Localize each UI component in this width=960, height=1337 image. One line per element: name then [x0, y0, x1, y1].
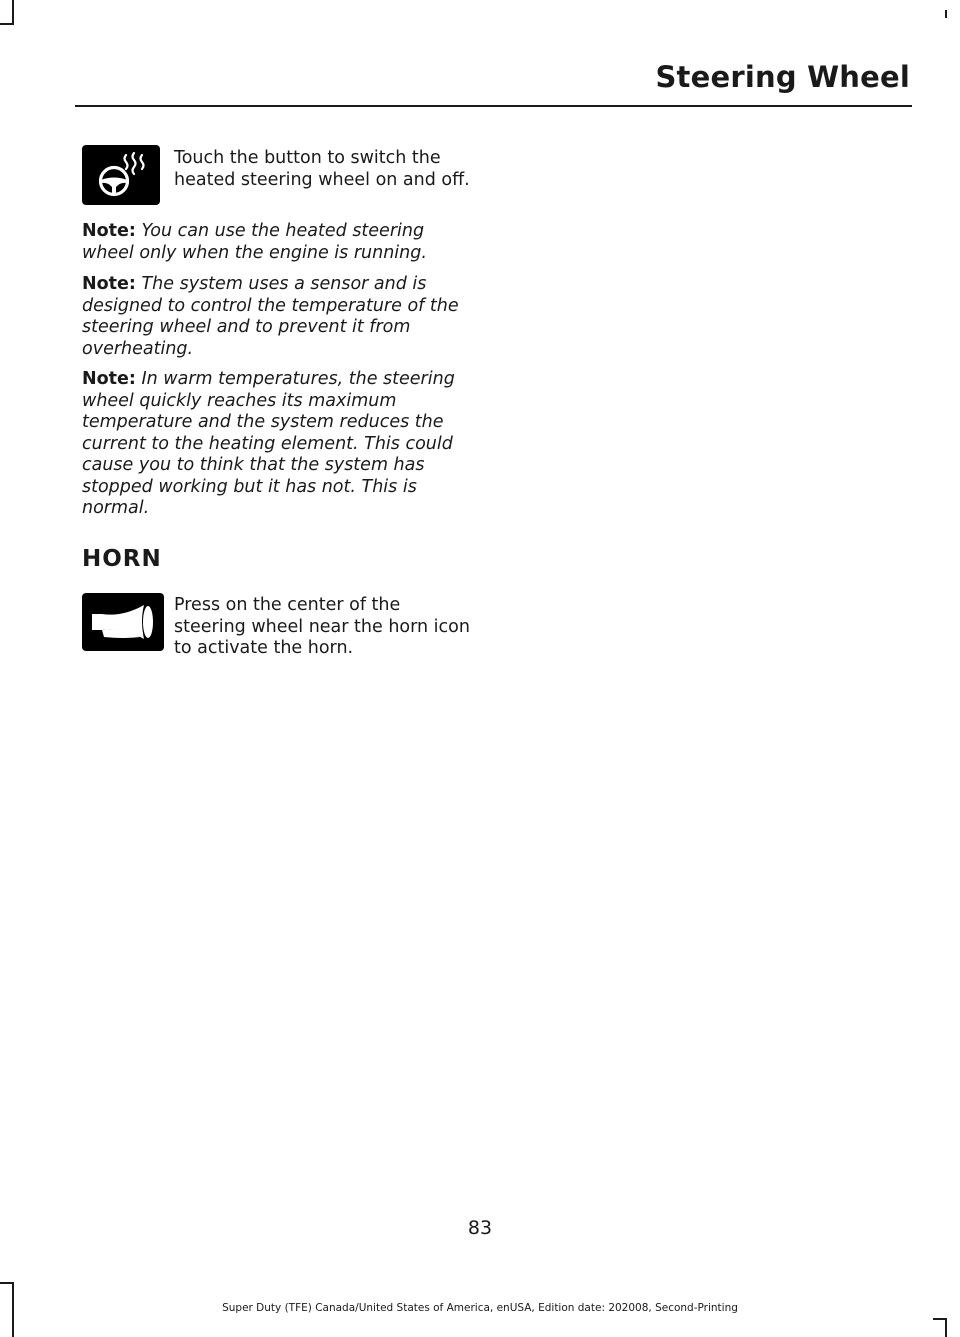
- edition-footer: Super Duty (TFE) Canada/United States of America, enUSA, Edition date: 202008, Second-Printing: [222, 1302, 738, 1314]
- note-label: Note:: [82, 221, 136, 241]
- section-heading-horn: HORN: [82, 546, 162, 572]
- note-warm-temperatures: [82, 369, 477, 520]
- crop-mark-top-right: [945, 10, 947, 18]
- note-sensor: [82, 274, 477, 360]
- horn-icon: [82, 593, 164, 651]
- crop-mark-bottom-right-h: [933, 1318, 947, 1320]
- note-label: Note:: [82, 369, 136, 389]
- header-divider: [75, 105, 912, 107]
- crop-mark-top-left-h: [0, 23, 14, 25]
- page-title: Steering Wheel: [655, 60, 910, 94]
- crop-mark-top-left-v: [12, 0, 14, 25]
- page-number: 83: [467, 1217, 493, 1239]
- note-body: You can use the heated steering wheel only when the engine is running.: [82, 221, 427, 263]
- heated-wheel-text: Touch the button to switch the heated steering wheel on and off.: [174, 148, 470, 190]
- heated-wheel-instruction: [82, 145, 472, 205]
- horn-text: Press on the center of the steering wheel near the horn icon to activate the horn.: [174, 595, 470, 658]
- horn-instruction: [82, 593, 476, 660]
- crop-mark-bottom-left-h: [0, 1282, 14, 1284]
- note-engine-running: [82, 221, 477, 264]
- heated-steering-wheel-icon: [82, 145, 160, 205]
- crop-mark-bottom-right-v: [945, 1318, 947, 1337]
- note-body: In warm temperatures, the steering wheel quickly reaches its maximum temperature and the system reduces the current to the heating element. This could cause you to think that the system has stopped working but it has not. This is normal.: [82, 369, 455, 518]
- note-body: The system uses a sensor and is designed to control the temperature of the steering wheel and to prevent it from overheating.: [82, 274, 459, 359]
- note-label: Note:: [82, 274, 136, 294]
